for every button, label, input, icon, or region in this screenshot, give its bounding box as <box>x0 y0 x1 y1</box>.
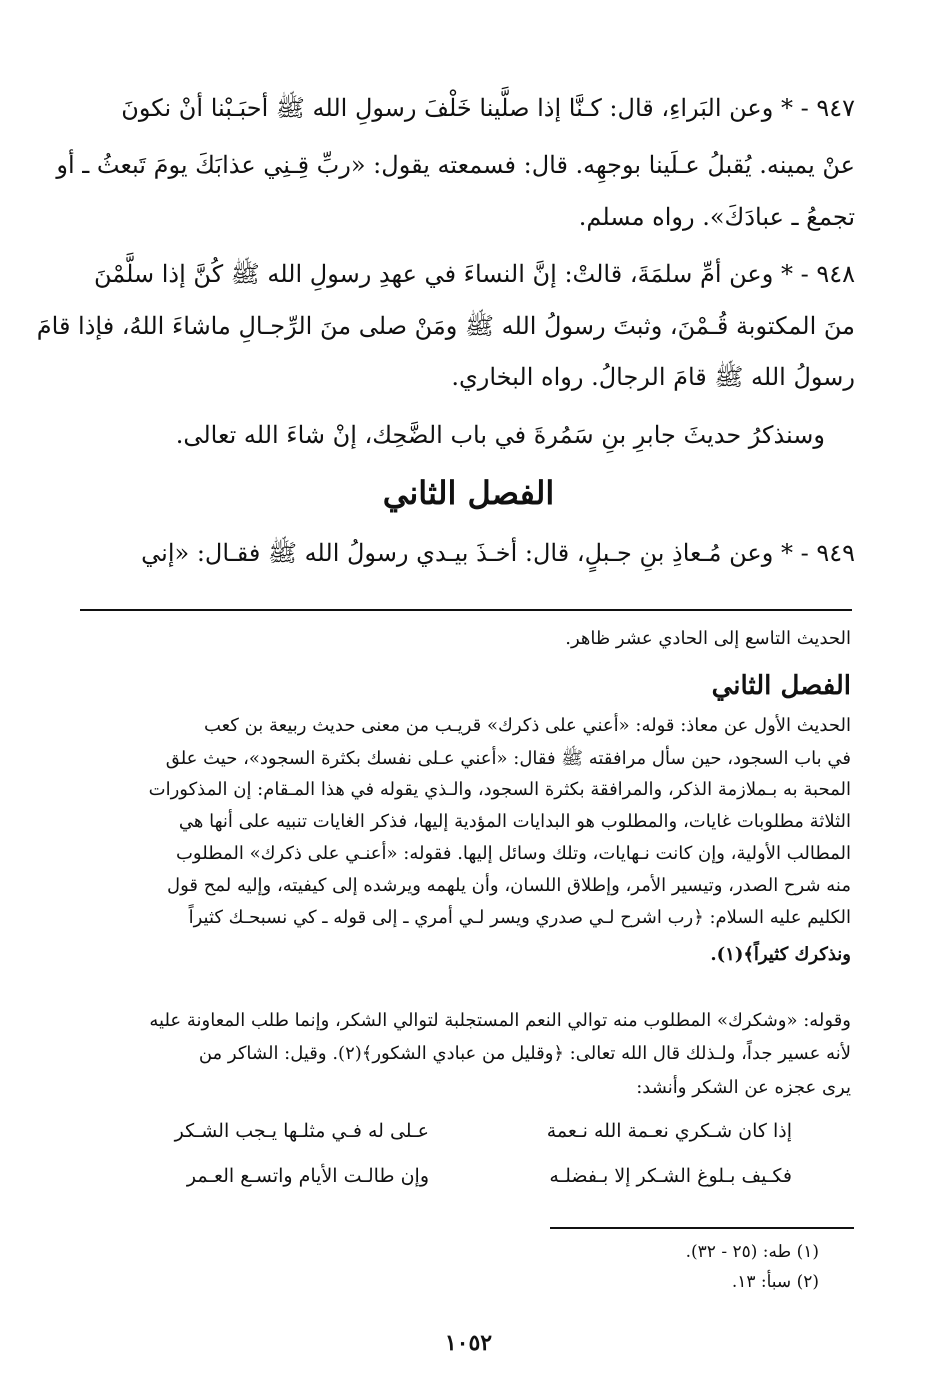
footnote-2: (٢) سبأ: ١٣. <box>731 1272 819 1292</box>
footnote-1: (١) طه: (٢٥ - ٣٢). <box>685 1242 819 1262</box>
section-title-main: الفصل الثاني <box>382 474 555 512</box>
hadith-947-line-2: عنْ يمينه. يُقبلُ عـلَينا بوجهِه. قال: فسمعته يقول: «ربِّ قِـنِي عذابَكَ يومَ تَبعثُ ـ أو <box>56 151 855 179</box>
hadith-948-line-2: منَ المكتوبة قُـمْنَ، وثبتَ رسولُ الله ﷺ ومَنْ صلى منَ الرِّجـالِ ماشاءَ اللهُ، فإذا قامَ <box>36 312 855 340</box>
commentary-para2-line: لأنه عسير جداً، ولـذلك قال الله تعالى: ﴿وقليل من عبادي الشكور﴾(٢). وقيل: الشاكر من <box>198 1043 851 1064</box>
commentary-para2-line: وقوله: «وشكرك» المطلوب منه توالي النعم المستجلبة لتوالي الشكر، وإنما طلب المعاونة عليه <box>149 1010 851 1031</box>
poem-verse-2-first-half: فكـيف بـلوغ الشـكر إلا بـفضلـه <box>549 1165 792 1187</box>
poem-verse-2-second-half: وإن طالـت الأيام واتسـع العـمر <box>186 1165 429 1187</box>
commentary-para1-line: ونذكرك كثيراً﴾(١). <box>710 944 851 965</box>
commentary-para1-line: الكليم عليه السلام: ﴿رب اشرح لـي صدري ويسر لـي أمري ـ إلى قوله ـ كي نسبحـك كثيراً <box>188 907 851 928</box>
commentary-para1-line: الثلاثة مطلوبات غايات، والمطلوب هو البدايات المؤدية إليها، فذكر الغايات تنبيه على أنها هي <box>178 811 851 832</box>
commentary-section-title: الفصل الثاني <box>711 671 851 701</box>
hadith-947-line-1: ٩٤٧ - * وعن البَراءِ، قال: كـنَّا إذا صلَّينا خَلْفَ رسولِ الله ﷺ أحبَـبْنا أنْ نكونَ <box>121 94 855 122</box>
poem-verse-1-first-half: إذا كان شـكري نعـمة الله نـعمة <box>546 1120 792 1142</box>
commentary-para2-line: يرى عجزه عن الشكر وأنشد: <box>636 1077 851 1098</box>
hadith-948-line-3: رسولُ الله ﷺ قامَ الرجالُ. رواه البخاري. <box>451 363 855 391</box>
hadith-947-line-3: تجمعُ ـ عبادَكَ». رواه مسلم. <box>578 203 855 231</box>
jabir-note: وسنذكرُ حديثَ جابرِ بنِ سَمُرةَ في باب الضَّحِك، إنْ شاءَ الله تعالى. <box>175 421 825 449</box>
hadith-949-line-1: ٩٤٩ - * وعن مُـعاذِ بنِ جـبلٍ، قال: أخـذَ بيـدي رسولُ الله ﷺ فقـال: «إني <box>141 539 855 567</box>
commentary-intro: الحديث التاسع إلى الحادي عشر ظاهر. <box>565 628 851 649</box>
separator-rule <box>80 609 852 611</box>
poem-verse-1-second-half: عـلى له فـي مثلـها يـجب الشـكر <box>174 1120 429 1142</box>
commentary-para1-line: المطالب الأولية، وإن كانت نـهايات، وتلك وسائل إليها. فقوله: «أعنـي على ذكرك» المطلوب <box>175 843 851 864</box>
hadith-948-line-1: ٩٤٨ - * وعن أمِّ سلمَةَ، قالتْ: إنَّ النساءَ في عهدِ رسولِ الله ﷺ كُنَّ إذا سلَّمْنَ <box>93 260 855 288</box>
commentary-para1-line: الحديث الأول عن معاذ: قوله: «أعني على ذكرك» قريـب من معنى حديث ربيعة بن كعب <box>203 715 851 736</box>
page-number: ١٠٥٢ <box>444 1330 493 1356</box>
footnote-rule <box>550 1227 854 1229</box>
commentary-para1-line: في باب السجود، حين سأل مرافقته ﷺ فقال: «أعني عـلى نفسك بكثرة السجود»، حيث علق <box>165 748 851 769</box>
commentary-para1-line: منه شرح الصدر، وتيسير الأمر، وإطلاق اللسان، وأن يلهمه ويرشده إلى كيفيته، وإليه لمح قول <box>167 875 851 896</box>
commentary-para1-line: المحبة به بـملازمة الذكر، والمرافقة بكثرة السجود، والـذي يقوله في هذا المـقام: إن المذكورات <box>148 779 851 800</box>
